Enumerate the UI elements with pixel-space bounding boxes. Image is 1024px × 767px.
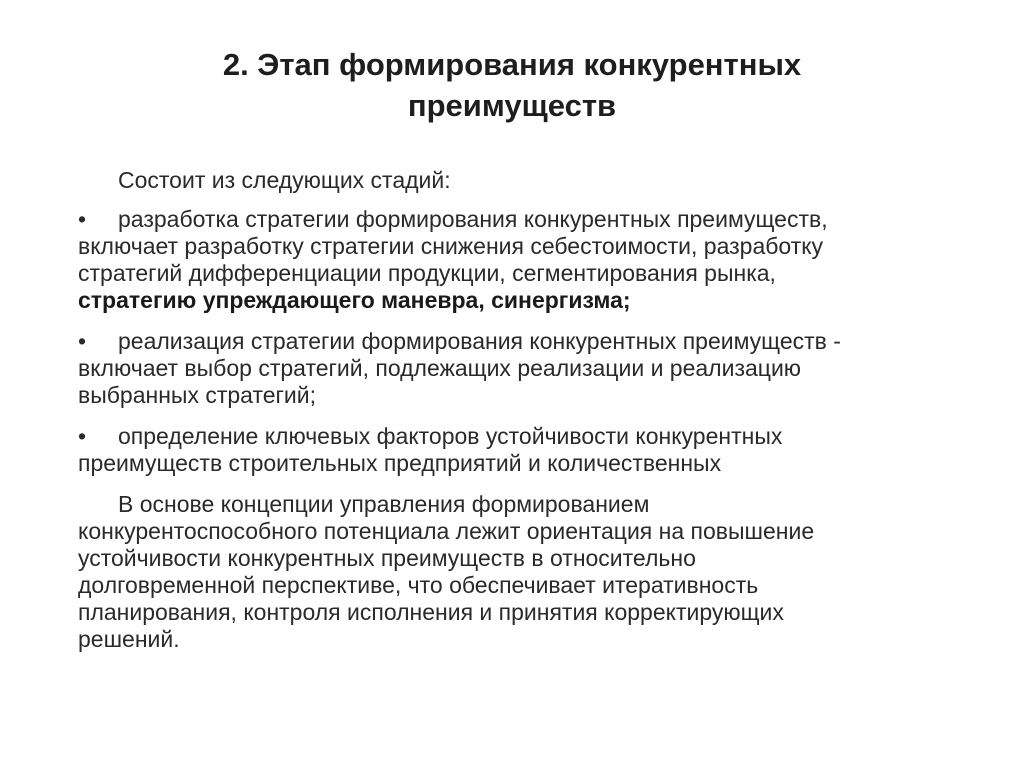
paragraph-line: решений. <box>78 626 180 652</box>
bullet-item-1 <box>78 206 978 314</box>
bullet-line: включает разработку стратегии снижения себестоимости, разработку <box>78 233 824 259</box>
bullet-line: разработка стратегии формирования конкурентных преимуществ, <box>118 206 828 232</box>
bullet-bold-line: стратегию упреждающего маневра, синергизма; <box>78 287 631 313</box>
bullet-line: определение ключевых факторов устойчивости конкурентных <box>118 423 783 449</box>
bullet-line: выбранных стратегий; <box>78 382 316 408</box>
conclusion-paragraph <box>78 491 978 653</box>
bullet-line: реализация стратегии формирования конкурентных преимуществ - <box>118 328 841 354</box>
bullet-line: стратегий дифференциации продукции, сегментирования рынка, <box>78 260 776 286</box>
paragraph-line: В основе концепции управления формированием <box>118 491 650 517</box>
paragraph-line: устойчивости конкурентных преимуществ в относительно <box>78 545 696 571</box>
paragraph-line: долговременной перспективе, что обеспечивает итеративность <box>78 572 759 598</box>
bullet-marker: • <box>78 206 87 232</box>
bullet-marker: • <box>78 423 87 449</box>
bullet-line: преимуществ строительных предприятий и количественных <box>78 450 722 476</box>
intro-text: Состоит из следующих стадий: <box>118 167 451 193</box>
bullet-marker: • <box>78 328 87 354</box>
bullet-item-2 <box>78 328 978 409</box>
paragraph-line: планирования, контроля исполнения и принятия корректирующих <box>78 599 784 625</box>
paragraph-line: конкурентоспособного потенциала лежит ориентация на повышение <box>78 518 815 544</box>
slide-title <box>60 44 964 126</box>
bullet-line: включает выбор стратегий, подлежащих реализации и реализацию <box>78 355 802 381</box>
title-line-1: 2. Этап формирования конкурентных <box>222 47 802 82</box>
bullet-item-3 <box>78 423 978 477</box>
slide-body <box>78 167 978 653</box>
title-line-2: преимуществ <box>407 88 617 123</box>
